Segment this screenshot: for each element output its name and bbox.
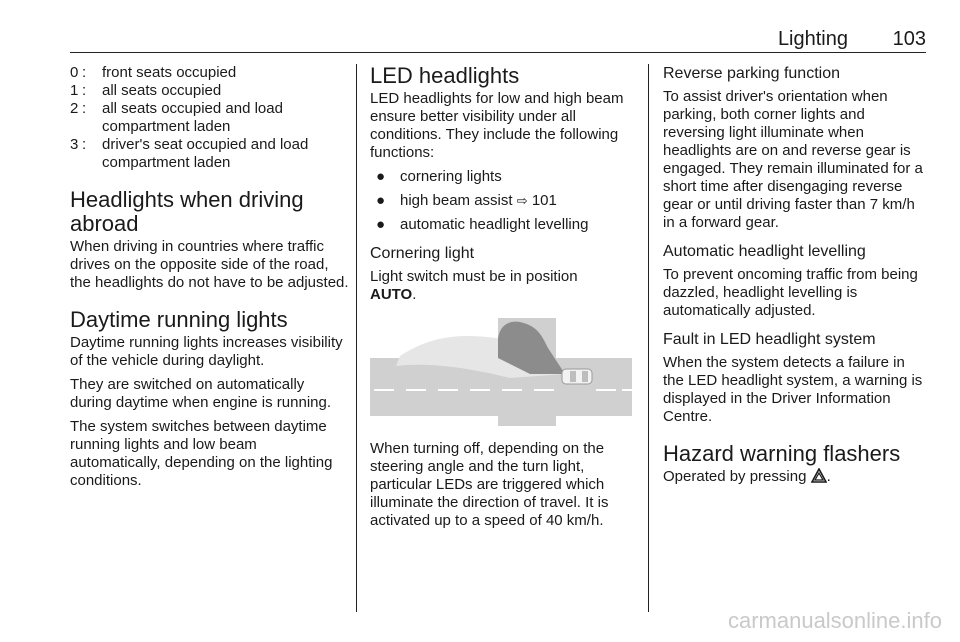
page-reference-arrow-icon: ⇨ xyxy=(516,193,528,208)
section-title: Lighting xyxy=(777,28,848,50)
seat-colon: : xyxy=(82,82,87,99)
auto-position-label: AUTO xyxy=(370,286,413,303)
daytime-running-lights-text: Daytime running lights increases visibility of the vehicle during daylight. xyxy=(70,334,343,369)
seat-number: 2 xyxy=(70,100,79,117)
seat-number: 0 xyxy=(70,64,79,81)
seat-number: 3 xyxy=(70,136,79,153)
hazard-warning-text xyxy=(663,468,925,486)
watermark: carmanualsonline.info xyxy=(727,608,942,633)
headlight-levelling-text: To prevent oncoming traffic from being dazzled, headlight levelling is automatically adjusted. xyxy=(663,266,918,319)
column-middle xyxy=(370,64,632,536)
column-left xyxy=(70,64,350,496)
seat-number: 1 xyxy=(70,82,79,99)
list-item xyxy=(370,192,632,210)
seat-description: all seats occupied and load compartment laden xyxy=(102,100,283,135)
seat-list-item xyxy=(70,64,350,82)
cornering-light-heading: Cornering light xyxy=(370,245,475,262)
hazard-triangle-icon xyxy=(811,468,827,483)
seat-colon: : xyxy=(82,136,87,153)
seat-description: front seats occupied xyxy=(102,64,237,81)
list-item-text: high beam assist xyxy=(400,192,513,209)
bullet: ● xyxy=(376,168,386,185)
cornering-light-sentence: Light switch must be in position xyxy=(370,268,578,285)
list-item-text: cornering lights xyxy=(400,168,502,185)
page-number: 103 xyxy=(892,28,926,50)
list-item xyxy=(370,168,632,186)
led-fault-text: When the system detects a failure in the LED headlight system, a warning is displayed in the Driver Information Centre. xyxy=(663,354,923,425)
seat-list-item xyxy=(70,100,350,136)
headlights-abroad-text: When driving in countries where traffic drives on the opposite side of the road, the headlights do not have to be adjusted. xyxy=(70,238,349,291)
daytime-running-lights-text: They are switched on automatically during daytime when engine is running. xyxy=(70,376,331,411)
list-item-text: automatic headlight levelling xyxy=(400,216,589,233)
reverse-parking-heading: Reverse parking function xyxy=(663,65,840,82)
seat-colon: : xyxy=(82,100,87,117)
seat-colon: : xyxy=(82,64,87,81)
led-functions-list xyxy=(370,168,632,234)
headlights-abroad-heading: Headlights when driving abroad xyxy=(70,187,304,236)
bullet: ● xyxy=(376,216,386,233)
page-header xyxy=(70,28,926,53)
list-item xyxy=(370,216,632,234)
seat-list-item xyxy=(70,82,350,100)
column-right xyxy=(663,64,925,492)
cornering-light-text xyxy=(370,268,632,304)
seat-list xyxy=(70,64,350,172)
sentence-period: . xyxy=(412,286,417,303)
led-headlights-heading: LED headlights xyxy=(370,63,520,88)
sentence-period: . xyxy=(826,468,831,485)
led-headlights-text: LED headlights for low and high beam ensure better visibility under all conditions. They include the following functions: xyxy=(370,90,624,161)
hazard-warning-heading: Hazard warning flashers xyxy=(663,441,901,466)
seat-list-item xyxy=(70,136,350,172)
bullet: ● xyxy=(376,192,386,209)
daytime-running-lights-text: The system switches between daytime running lights and low beam automatically, depending on the lighting conditions. xyxy=(70,418,333,489)
led-fault-heading: Fault in LED headlight system xyxy=(663,331,876,348)
daytime-running-lights-heading: Daytime running lights xyxy=(70,307,288,332)
page-reference-link[interactable]: 101 xyxy=(531,192,557,209)
turning-off-text: When turning off, depending on the steering angle and the turn light, particular LEDs are triggered which illuminate the direction of travel. It is activated up to a speed of 40 km/h. xyxy=(370,440,609,529)
reverse-parking-text: To assist driver's orientation when parking, both corner lights and reversing light illuminate when headlights are on and reverse gear is engaged. They remain illuminated for a short time after disengaging reverse gear or until driving faster than 7 km/h in a forward gear. xyxy=(663,88,923,231)
hazard-warning-sentence: Operated by pressing xyxy=(663,468,807,485)
column-divider xyxy=(356,64,357,612)
column-divider xyxy=(648,64,649,612)
seat-description: driver's seat occupied and load compartment laden xyxy=(102,136,309,171)
seat-description: all seats occupied xyxy=(102,82,222,99)
cornering-light-illustration-icon xyxy=(370,318,632,426)
headlight-levelling-heading: Automatic headlight levelling xyxy=(663,243,866,260)
